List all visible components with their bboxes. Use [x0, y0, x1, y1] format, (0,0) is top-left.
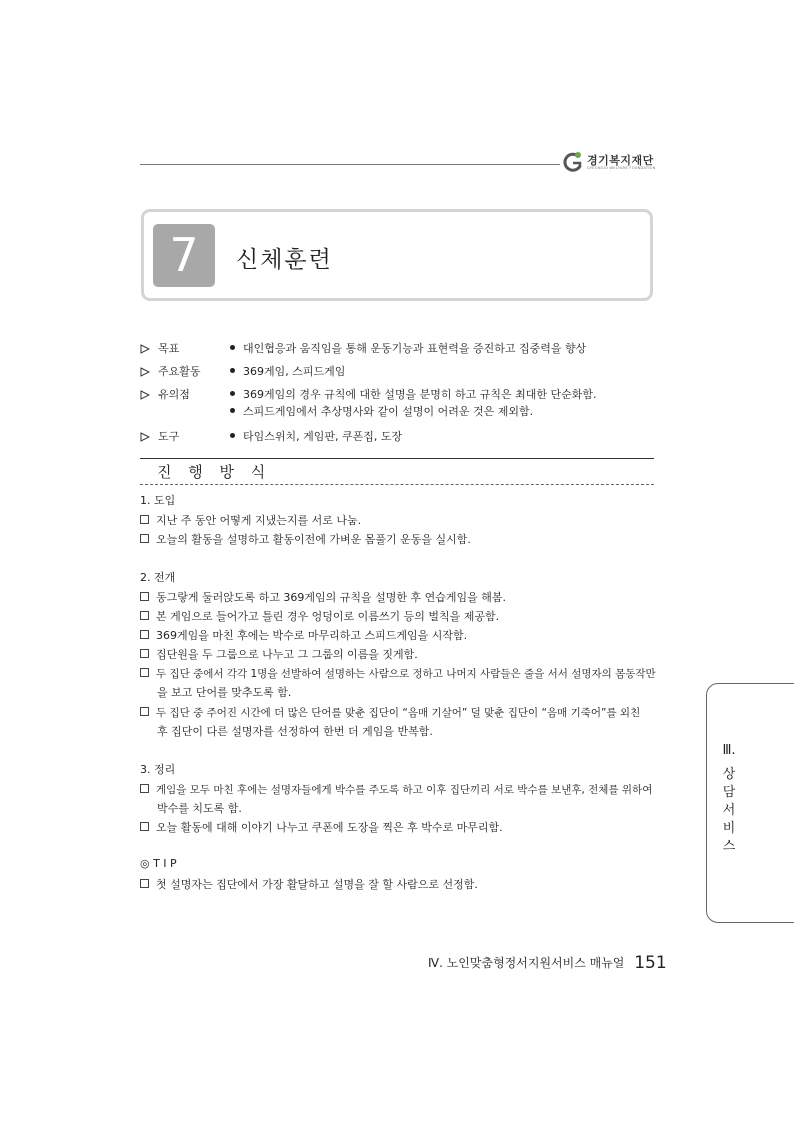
checkbox-square-icon	[140, 592, 149, 601]
bullet-icon	[230, 345, 235, 350]
summary-label: 목표	[158, 342, 180, 355]
list-item: 본 게임으로 들어가고 틀린 경우 엉덩이로 이름쓰기 등의 벌칙을 제공함.	[140, 610, 499, 624]
checkbox-square-icon	[140, 707, 149, 716]
triangle-icon	[140, 388, 150, 402]
summary-item: 369게임, 스피드게임	[230, 365, 345, 379]
list-item-continuation: 후 집단이 다른 설명자를 선정하여 한번 더 게임을 반복함.	[157, 725, 433, 738]
tip-title: ◎ T I P	[140, 857, 177, 870]
checkbox-square-icon	[140, 630, 149, 639]
summary-item: 대인협응과 움직임을 통해 운동기능과 표현력을 증진하고 집중력을 향상	[230, 342, 586, 356]
side-tab-char: 비	[722, 821, 736, 836]
page-number: 151	[634, 953, 667, 973]
list-item: 369게임을 마친 후에는 박수로 마무리하고 스피드게임을 시작함.	[140, 629, 467, 643]
foundation-logo	[563, 150, 663, 176]
checkbox-square-icon	[140, 879, 149, 888]
list-item-continuation: 박수를 치도록 함.	[157, 802, 242, 815]
triangle-icon	[140, 342, 150, 356]
checkbox-square-icon	[140, 649, 149, 658]
summary-label: 주요활동	[158, 365, 201, 378]
checkbox-square-icon	[140, 822, 149, 831]
bullet-icon	[230, 368, 235, 373]
bullet-icon	[230, 391, 235, 396]
list-item: 오늘의 활동을 설명하고 활동이전에 가벼운 몸풀기 운동을 실시함.	[140, 533, 471, 547]
triangle-icon	[140, 430, 150, 444]
section-title: 1. 도입	[140, 494, 176, 507]
side-chapter-tab[interactable]	[706, 683, 794, 923]
footer-label: Ⅳ. 노인맞춤형정서지원서비스 매뉴얼	[428, 956, 625, 970]
side-tab-char: 서	[722, 803, 736, 818]
checkbox-square-icon	[140, 668, 149, 677]
list-item: 집단원을 두 그룹으로 나누고 그 그룹의 이름을 짓게함.	[140, 648, 418, 662]
checkbox-square-icon	[140, 534, 149, 543]
list-item: 지난 주 동안 어떻게 지냈는지를 서로 나눔.	[140, 514, 361, 528]
side-tab-char: 담	[722, 785, 736, 800]
checkbox-square-icon	[140, 784, 149, 793]
summary-label: 유의점	[158, 388, 190, 401]
bullet-icon	[230, 433, 235, 438]
triangle-icon	[140, 365, 150, 379]
header-rule	[140, 164, 560, 165]
summary-item: 369게임의 경우 규칙에 대한 설명을 분명히 하고 규칙은 최대한 단순화함.	[230, 388, 597, 402]
logo-text: 경기복지재단	[587, 154, 654, 167]
page-footer	[428, 953, 667, 973]
section-title: 2. 전개	[140, 571, 176, 584]
list-item-continuation: 을 보고 단어를 맞추도록 함.	[157, 686, 292, 699]
side-tab-char: 스	[722, 839, 736, 854]
summary-item: 타임스위치, 게임판, 쿠폰집, 도장	[230, 430, 402, 444]
section-heading: 진 행 방 식	[157, 463, 272, 481]
section-dotted-rule	[140, 484, 654, 485]
list-item: 두 집단 중에서 각각 1명을 선발하여 설명하는 사람으로 정하고 나머지 사람들은 줄을 서서 설명자의 몸동작만	[140, 667, 656, 681]
section-title: 3. 정리	[140, 763, 176, 776]
list-item: 두 집단 중 주어진 시간에 더 많은 단어를 맞춘 집단이 “음매 기살어” 덜 맞춘 집단이 “음매 기죽어”를 외친	[140, 706, 640, 720]
chapter-title-box	[141, 209, 653, 301]
side-tab-number: Ⅲ.	[722, 743, 736, 758]
foundation-logo-icon	[563, 151, 585, 173]
side-tab-label	[719, 742, 739, 856]
list-item: 오늘 활동에 대해 이야기 나누고 쿠폰에 도장을 찍은 후 박수로 마무리함.	[140, 821, 503, 835]
list-item: 동그랗게 둘러앉도록 하고 369게임의 규칙을 설명한 후 연습게임을 해봄.	[140, 591, 506, 605]
checkbox-square-icon	[140, 611, 149, 620]
side-tab-char: 상	[722, 767, 736, 782]
bullet-icon	[230, 408, 235, 413]
chapter-number: 7	[153, 224, 215, 287]
checkbox-square-icon	[140, 515, 149, 524]
summary-item: 스피드게임에서 추상명사와 같이 설명이 어려운 것은 제외함.	[230, 405, 533, 419]
logo-subtext: GYEONGGI WELFARE FOUNDATION	[587, 166, 656, 170]
summary-label: 도구	[158, 430, 180, 443]
list-item: 첫 설명자는 집단에서 가장 활달하고 설명을 잘 할 사람으로 선정함.	[140, 878, 478, 892]
list-item: 게임을 모두 마친 후에는 설명자들에게 박수를 주도록 하고 이후 집단끼리 서로 박수를 보낸후, 전체를 위하여	[140, 783, 652, 797]
chapter-title: 신체훈련	[236, 247, 333, 273]
section-rule	[140, 458, 654, 459]
